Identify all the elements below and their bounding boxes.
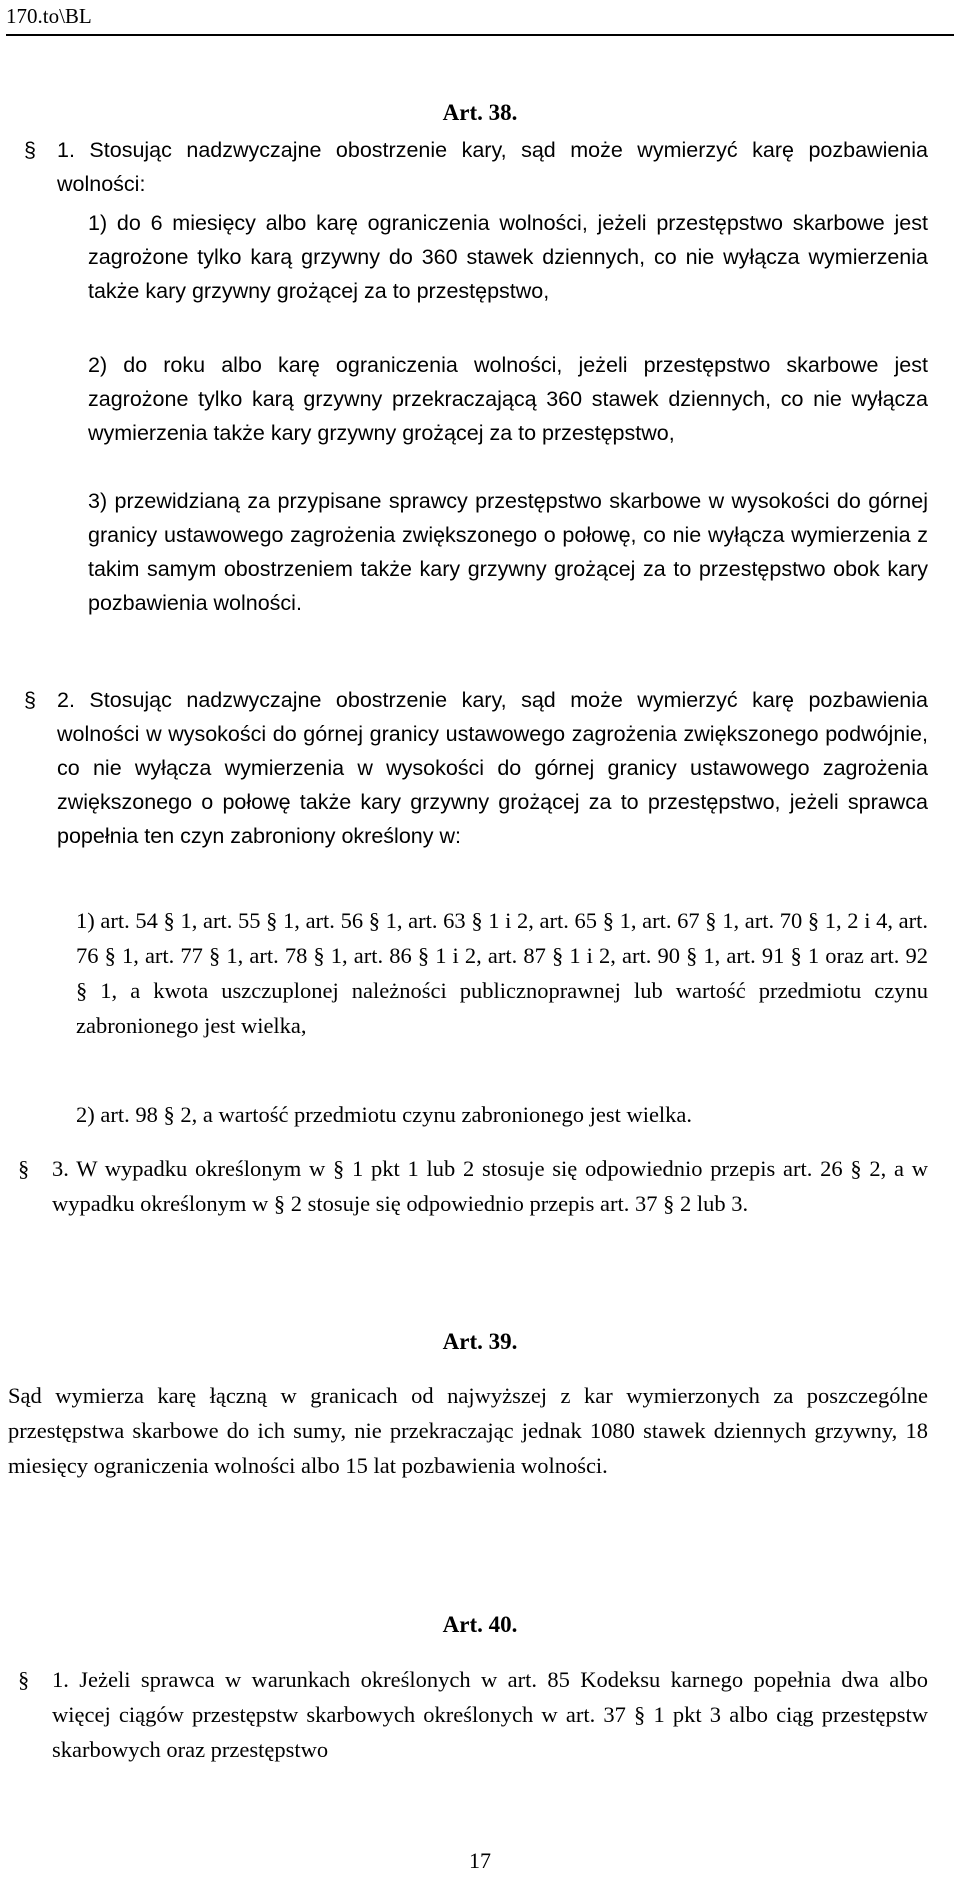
art38-paragraph-3: 3. W wypadku określonym w § 1 pkt 1 lub 2 stosuje się odpowiednio przepis art. 26 § 2, a w wypadku określonym w § 2 stosuje się odpowiednio przepis art. 37 § 2 lub 3. bbox=[52, 1156, 928, 1216]
header-divider bbox=[6, 34, 954, 36]
section-symbol-icon: § bbox=[24, 138, 36, 162]
art38-p1-item-2: 2) do roku albo karę ograniczenia wolności, jeżeli przestępstwo skarbowe jest zagrożone tylko karą grzywny przekraczającą 360 stawek dziennych, co nie wyłącza wymierzenia także kary grzywny grożącej za to przestępstwo, bbox=[88, 353, 928, 445]
art38-p2-item-2: 2) art. 98 § 2, a wartość przedmiotu czynu zabronionego jest wielka. bbox=[76, 1102, 693, 1127]
art38-p1-item-3: 3) przewidzianą za przypisane sprawcy przestępstwo skarbowe w wysokości do górnej granicy ustawowego zagrożenia zwiększonego o połowę, co nie wyłącza wymierzenia z takim samym obostrzeniem także kary grzywny grożącej za to przestępstwo obok kary pozbawienia wolności. bbox=[88, 489, 928, 615]
art39-text: Sąd wymierza karę łączną w granicach od najwyższej z kar wymierzonych za poszczególne przestępstwa skarbowe do ich sumy, nie przekraczając jednak 1080 stawek dziennych grzywny, 18 miesięcy ograniczenia wolności albo 15 lat pozbawienia wolności. bbox=[8, 1383, 928, 1478]
art38-paragraph-2: 2. Stosując nadzwyczajne obostrzenie kary, sąd może wymierzyć karę pozbawienia wolności w wysokości do górnej granicy ustawowego zagrożenia zwiększonego podwójnie, co nie wyłącza wymierzenia w wysokości do górnej granicy ustawowego zagrożenia zwiększonego o połowę także kary grzywny grożącej za to przestępstwo, jeżeli sprawca popełnia ten czyn zabroniony określony w: bbox=[57, 688, 928, 848]
art40-paragraph-1: 1. Jeżeli sprawca w warunkach określonych w art. 85 Kodeksu karnego popełnia dwa albo więcej ciągów przestępstw skarbowych określonych w art. 37 § 1 pkt 3 albo ciąg przestępstw skarbowych oraz przestępstwo bbox=[52, 1667, 928, 1762]
section-symbol-icon: § bbox=[18, 1156, 30, 1181]
section-symbol-icon: § bbox=[24, 688, 36, 712]
art38-p2-item-1: 1) art. 54 § 1, art. 55 § 1, art. 56 § 1, art. 63 § 1 i 2, art. 65 § 1, art. 67 § 1, art. 70 § 1, 2 i 4, art. 76 § 1, art. 77 § 1, art. 78 § 1, art. 86 § 1 i 2, art. 87 § 1 i 2, art. 90 § 1, art. 91 § 1 oraz art. 92 § 1, a kwota uszczuplonej należności publicznoprawnej lub wartość przedmiotu czynu zabronionego jest wielka, bbox=[76, 908, 928, 1038]
article-38-heading: Art. 38. bbox=[442, 100, 518, 125]
source-path: 170.to\BL bbox=[6, 4, 92, 28]
page-number: 17 bbox=[469, 1848, 491, 1873]
art38-p1-item-1: 1) do 6 miesięcy albo karę ograniczenia wolności, jeżeli przestępstwo skarbowe jest zagrożone tylko karą grzywny do 360 stawek dziennych, co nie wyłącza wymierzenia także kary grzywny grożącej za to przestępstwo, bbox=[88, 211, 928, 303]
section-symbol-icon: § bbox=[18, 1667, 30, 1692]
document-header bbox=[0, 0, 960, 42]
art38-paragraph-1: 1. Stosując nadzwyczajne obostrzenie kary, sąd może wymierzyć karę pozbawienia wolności: bbox=[57, 138, 928, 196]
article-40-heading: Art. 40. bbox=[442, 1612, 518, 1637]
article-39-heading: Art. 39. bbox=[442, 1329, 518, 1354]
